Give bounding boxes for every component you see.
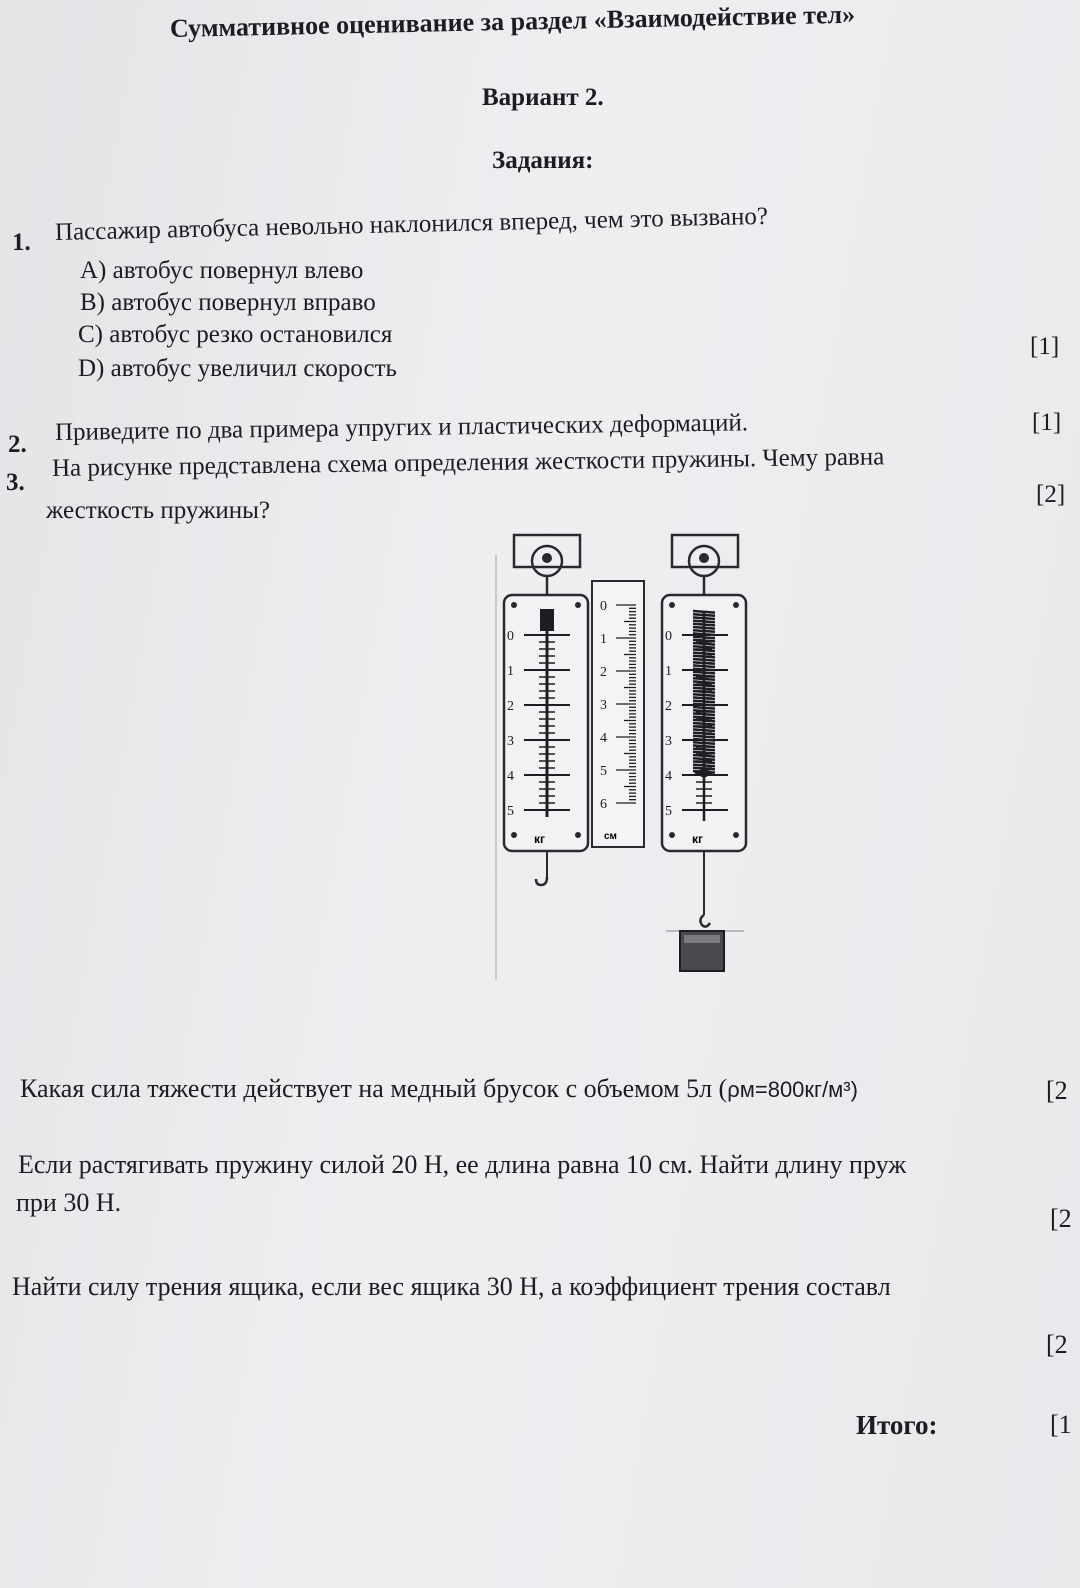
spring-scale-figure (490, 525, 770, 995)
right-hook (700, 915, 710, 927)
question-5-score: [2 (1050, 1204, 1072, 1233)
total-score: [1 (1050, 1410, 1072, 1439)
question-4-formula: ρм=800кг/м³) (727, 1077, 858, 1102)
question-1-option-b: В) автобус повернул вправо (80, 289, 376, 316)
question-5-text-line2: при 30 Н. (16, 1188, 122, 1217)
left-ring-hub (542, 553, 552, 563)
right-dynamometer (662, 535, 746, 971)
question-1-text: Пассажир автобуса невольно наклонился вперед, чем это вызвано? (54, 202, 769, 246)
question-2-number: 2. (8, 431, 27, 458)
question-1-number: 1. (12, 229, 31, 256)
question-2-score: [1] (1032, 409, 1062, 436)
ruler-label: 1 (600, 632, 607, 647)
right-ring-hub (699, 553, 709, 563)
question-4-text (20, 1074, 858, 1105)
right-scale-label: 0 (665, 629, 672, 644)
tasks-heading: Задания: (492, 147, 594, 174)
question-4-main: Какая сила тяжести действует на медный брусок с объемом 5л ( (20, 1074, 728, 1103)
right-scale-label: 5 (665, 804, 672, 819)
left-scale-label: 3 (507, 734, 514, 749)
variant-heading: Вариант 2. (482, 84, 604, 111)
ruler-label: 6 (600, 797, 607, 812)
right-scale-label: 3 (665, 734, 672, 749)
question-5-text-line1: Если растягивать пружину силой 20 Н, ее длина равна 10 см. Найти длину пруж (18, 1150, 907, 1179)
right-scale-unit: кг (692, 832, 704, 846)
total-label: Итого: (856, 1410, 938, 1440)
left-scale-label: 1 (507, 664, 514, 679)
ruler-unit: см (604, 831, 617, 842)
ruler-label: 3 (600, 698, 607, 713)
ruler-label: 2 (600, 665, 607, 680)
question-6-score: [2 (1046, 1330, 1068, 1359)
left-dynamometer (504, 535, 588, 885)
question-6-text: Найти силу трения ящика, если вес ящика 30 Н, а коэффициент трения составл (12, 1272, 891, 1301)
question-3-score: [2] (1036, 481, 1066, 508)
left-spring-top (540, 609, 554, 631)
left-hook (536, 877, 547, 885)
question-3-text-line1: На рисунке представлена схема определения жесткости пружины. Чему равна (51, 443, 885, 482)
left-scale-label: 0 (507, 629, 514, 644)
left-scale-label: 5 (507, 804, 514, 819)
question-3-number: 3. (6, 469, 25, 496)
question-4-score: [2 (1046, 1076, 1068, 1105)
question-1-score: [1] (1030, 333, 1060, 360)
right-scale-label: 4 (665, 769, 672, 784)
question-2-text: Приведите по два примера упругих и пластических деформаций. (54, 409, 749, 446)
right-scale-label: 1 (665, 664, 672, 679)
left-scale-label: 2 (507, 699, 514, 714)
left-scale-unit: кг (534, 832, 546, 846)
question-1-option-c: С) автобус резко остановился (78, 321, 393, 348)
spring-scale-diagram (490, 525, 770, 995)
question-3-text-line2: жесткость пружины? (46, 497, 270, 524)
weight-top-highlight (684, 935, 720, 943)
question-1-option-a: А) автобус повернул влево (80, 257, 364, 284)
page-title: Суммативное оценивание за раздел «Взаимодействие тел» (169, 0, 856, 43)
left-scale-label: 4 (507, 769, 514, 784)
right-scale-label: 2 (665, 699, 672, 714)
ruler-label: 5 (600, 764, 607, 779)
ruler-label: 0 (600, 599, 607, 614)
ruler-label: 4 (600, 731, 607, 746)
question-1-option-d: D) автобус увеличил скорость (78, 355, 397, 382)
